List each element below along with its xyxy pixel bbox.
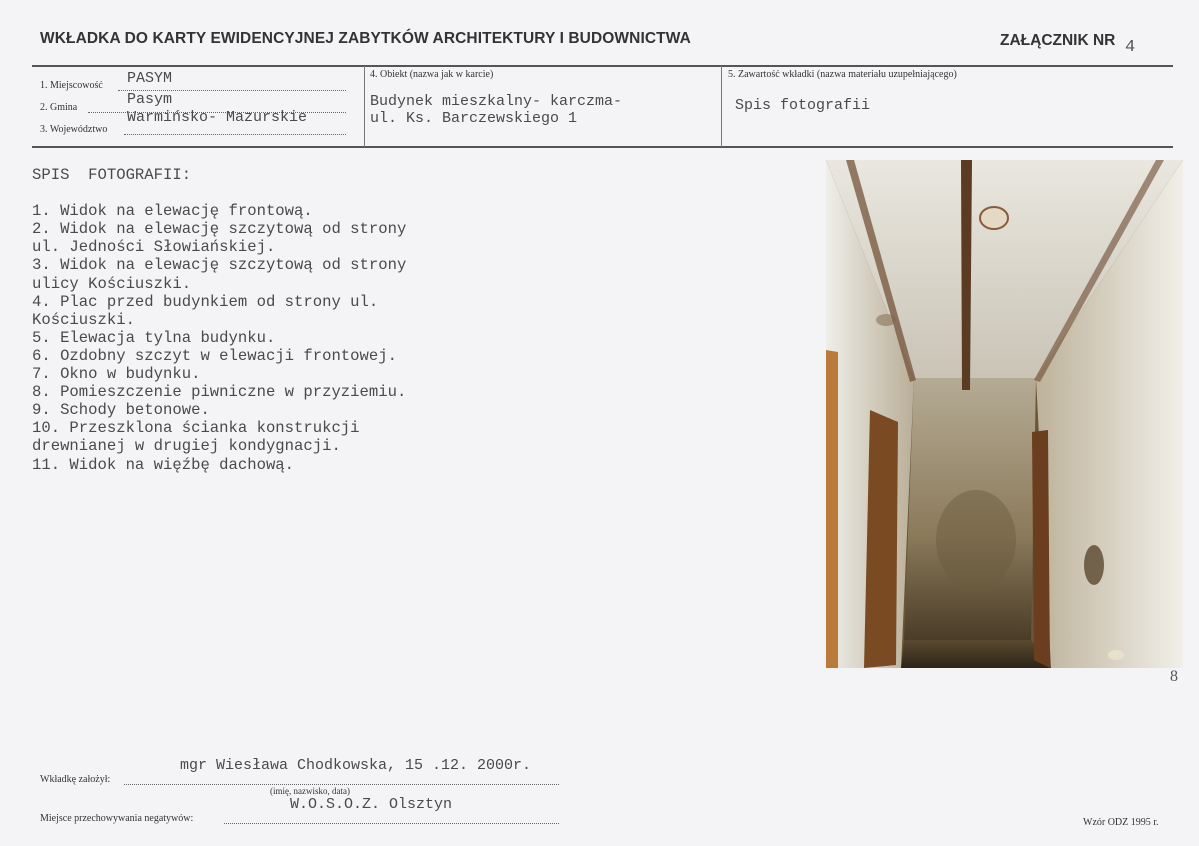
voivodeship-value: Warmińsko- Mazurskie bbox=[127, 109, 308, 126]
list-item: 3. Widok na elewację szczytową od strony bbox=[32, 256, 407, 275]
list-item: 7. Okno w budynku. bbox=[32, 365, 201, 384]
negatives-dotted-line bbox=[224, 823, 559, 824]
voivodeship-label: 3. Województwo bbox=[40, 124, 108, 135]
list-item: 9. Schody betonowe. bbox=[32, 401, 210, 420]
locality-label: 1. Miejscowość bbox=[40, 80, 103, 91]
cellar-corridor-photo bbox=[826, 160, 1183, 668]
photo-list bbox=[32, 166, 406, 474]
contents-value: Spis fotografii bbox=[735, 97, 871, 114]
commune-label: 2. Gmina bbox=[40, 102, 78, 113]
list-item: 10. Przeszklona ścianka konstrukcji bbox=[32, 419, 360, 438]
negatives-value: W.O.S.O.Z. Olsztyn bbox=[290, 796, 453, 813]
list-item: Kościuszki. bbox=[32, 310, 135, 329]
list-item: 5. Elewacja tylna budynku. bbox=[32, 328, 276, 347]
author-dotted-line bbox=[124, 784, 559, 785]
column-divider-1 bbox=[364, 66, 365, 147]
contents-label: 5. Zawartość wkładki (nazwa materiału uzupełniającego) bbox=[728, 69, 957, 80]
author-label: Wkładkę założył: bbox=[40, 774, 111, 785]
list-item: 4. Plac przed budynkiem od strony ul. bbox=[32, 292, 379, 311]
negatives-label: Miejsce przechowywania negatywów: bbox=[40, 813, 194, 824]
document-title: WKŁADKA DO KARTY EWIDENCYJNEJ ZABYTKÓW ARCHITEKTURY I BUDOWNICTWA bbox=[40, 30, 691, 47]
annex-label: ZAŁĄCZNIK NR bbox=[1000, 32, 1116, 49]
header-bottom-rule bbox=[32, 146, 1173, 148]
template-code: Wzór ODZ 1995 r. bbox=[1083, 817, 1159, 828]
header-top-rule bbox=[32, 65, 1173, 67]
list-item: 8. Pomieszczenie piwniczne w przyziemiu. bbox=[32, 383, 407, 402]
photo-number: 8 bbox=[1170, 668, 1178, 685]
list-item: ulicy Kościuszki. bbox=[32, 274, 192, 293]
voivodeship-dotted-line bbox=[124, 134, 346, 135]
object-line-1: Budynek mieszkalny- karczma- bbox=[370, 93, 623, 110]
list-item: 11. Widok na więźbę dachową. bbox=[32, 455, 295, 474]
list-item: 2. Widok na elewację szczytową od strony bbox=[32, 220, 407, 239]
commune-value: Pasym bbox=[127, 91, 173, 108]
photo-list-heading: SPIS FOTOGRAFII: bbox=[32, 166, 192, 184]
list-item: ul. Jedności Słowiańskiej. bbox=[32, 238, 276, 257]
object-line-2: ul. Ks. Barczewskiego 1 bbox=[370, 110, 578, 127]
locality-value: PASYM bbox=[127, 70, 173, 87]
annex-number: 4 bbox=[1125, 38, 1136, 57]
object-label: 4. Obiekt (nazwa jak w karcie) bbox=[370, 69, 494, 80]
list-item: 6. Ozdobny szczyt w elewacji frontowej. bbox=[32, 346, 397, 365]
author-value: mgr Wiesława Chodkowska, 15 .12. 2000r. bbox=[180, 757, 532, 774]
list-item: drewnianej w drugiej kondygnacji. bbox=[32, 437, 341, 456]
column-divider-2 bbox=[721, 66, 722, 147]
list-item: 1. Widok na elewację frontową. bbox=[32, 202, 313, 221]
author-caption: (imię, nazwisko, data) bbox=[270, 786, 350, 796]
